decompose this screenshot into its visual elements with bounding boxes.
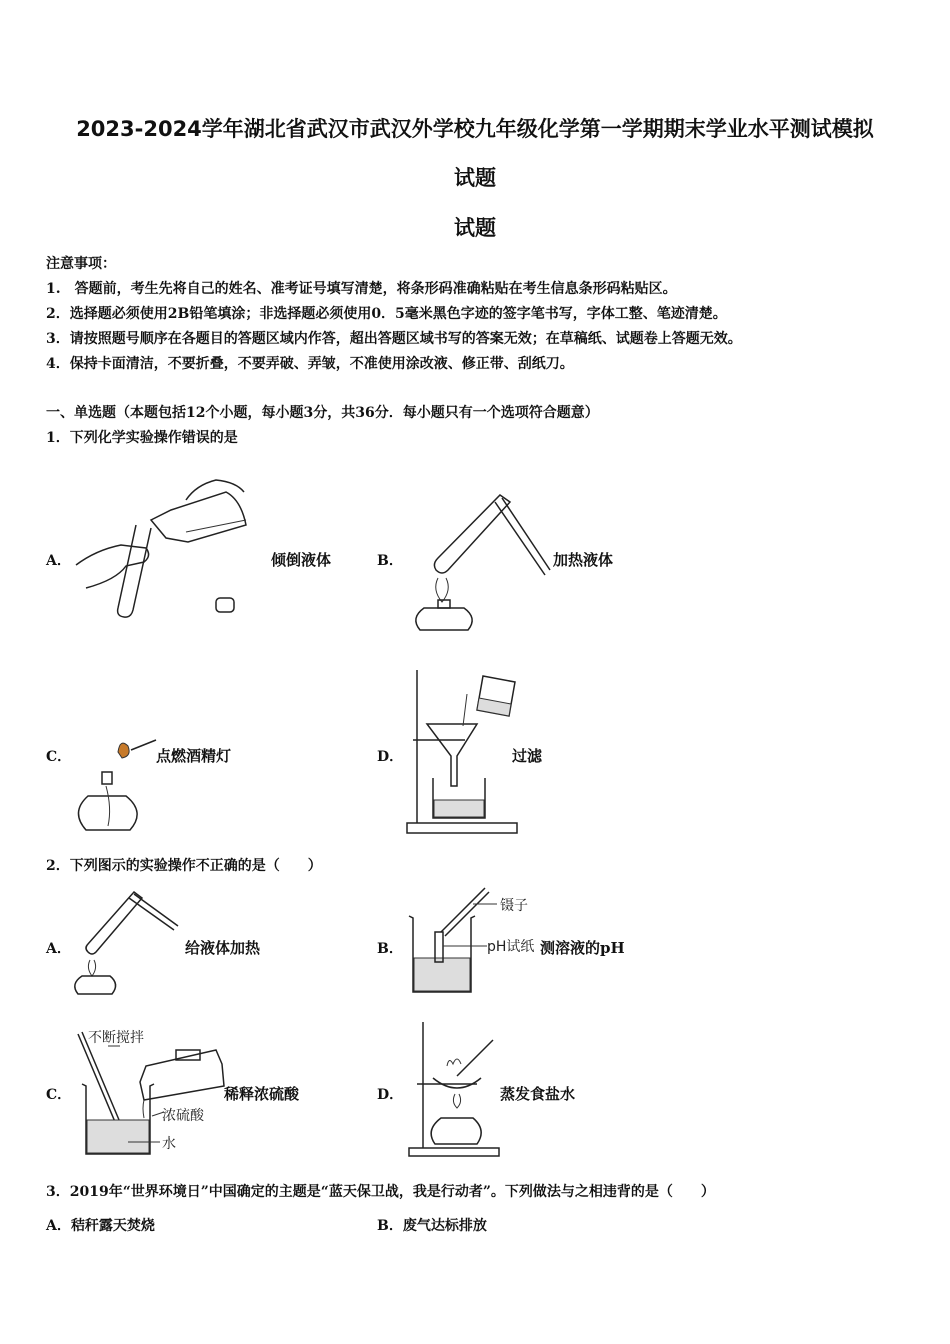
- notice-item: 2．选择题必须使用2B铅笔填涂；非选择题必须使用0．5毫米黑色字迹的签字笔书写，字体工整、笔迹清楚。: [46, 306, 727, 322]
- q3-option-b-letter: B．: [377, 1218, 403, 1234]
- pouring-liquid-figure: [76, 470, 256, 620]
- page-title-line2: 试题: [454, 166, 496, 190]
- tweezers-label: 镊子: [500, 898, 528, 914]
- dilute-acid-figure: [74, 1024, 234, 1159]
- q3-option-a-text: 秸秆露天焚烧: [70, 1218, 155, 1234]
- q1-option-a-caption: 倾倒液体: [271, 551, 332, 569]
- question-1-stem: 1．下列化学实验操作错误的是: [46, 430, 238, 446]
- q2-option-b-letter: B．: [377, 941, 403, 957]
- filtration-figure: [405, 668, 525, 838]
- notice-item: 4．保持卡面清洁，不要折叠，不要弄破、弄皱，不准使用涂改液、修正带、刮纸刀。: [46, 356, 574, 372]
- q1-option-d-letter: D．: [377, 749, 404, 765]
- q3-option-b: [377, 1215, 487, 1235]
- q1-option-d-caption: 过滤: [512, 747, 543, 765]
- notice-heading: 注意事项：: [46, 256, 116, 272]
- question-3-stem: 3．2019年“世界环境日”中国确定的主题是“蓝天保卫战，我是行动者”。下列做法与之相违背的是（ ）: [46, 1184, 715, 1200]
- lighting-lamp-figure: [76, 730, 166, 835]
- q2-option-d-letter: D．: [377, 1087, 404, 1103]
- q2-option-d-caption: 蒸发食盐水: [500, 1085, 576, 1103]
- heating-liquid-figure-2: [74, 890, 184, 995]
- ph-paper-label: pH试纸: [487, 939, 535, 955]
- heating-liquid-figure: [410, 490, 550, 630]
- q1-option-b-caption: 加热液体: [553, 551, 614, 569]
- acid-label: 浓硫酸: [162, 1108, 204, 1124]
- q1-option-c-letter: C．: [46, 749, 72, 765]
- q1-option-a-letter: A．: [46, 553, 71, 569]
- page-subtitle: 试题: [454, 216, 496, 240]
- q3-option-a-letter: A．: [46, 1218, 71, 1234]
- q2-option-a-letter: A．: [46, 941, 71, 957]
- q3-option-b-text: 废气达标排放: [402, 1218, 487, 1234]
- notice-item: 3．请按照题号顺序在各题目的答题区域内作答，超出答题区域书写的答案无效；在草稿纸、试题卷上答题无效。: [46, 331, 742, 347]
- q2-option-b-caption: 测溶液的pH: [540, 939, 625, 957]
- water-label: 水: [162, 1136, 176, 1152]
- q2-option-a-caption: 给液体加热: [185, 939, 261, 957]
- page-title: 2023-2024学年湖北省武汉市武汉外学校九年级化学第一学期期末学业水平测试模拟: [76, 117, 874, 141]
- question-2-stem: 2．下列图示的实验操作不正确的是（ ）: [46, 858, 322, 874]
- notice-item: 1. 答题前，考生先将自己的姓名、准考证号填写清楚，将条形码准确粘贴在考生信息条形码粘贴区。: [46, 281, 677, 297]
- q1-option-b-letter: B．: [377, 553, 403, 569]
- q3-option-a: [46, 1215, 155, 1235]
- q2-option-c-caption: 稀释浓硫酸: [224, 1085, 300, 1103]
- q1-option-c-caption: 点燃酒精灯: [156, 747, 232, 765]
- q2-option-c-letter: C．: [46, 1087, 72, 1103]
- stir-label: 不断搅拌: [88, 1030, 144, 1046]
- evaporation-figure: [405, 1020, 505, 1160]
- section-heading: 一、单选题（本题包括12个小题，每小题3分，共36分．每小题只有一个选项符合题意）: [46, 405, 599, 421]
